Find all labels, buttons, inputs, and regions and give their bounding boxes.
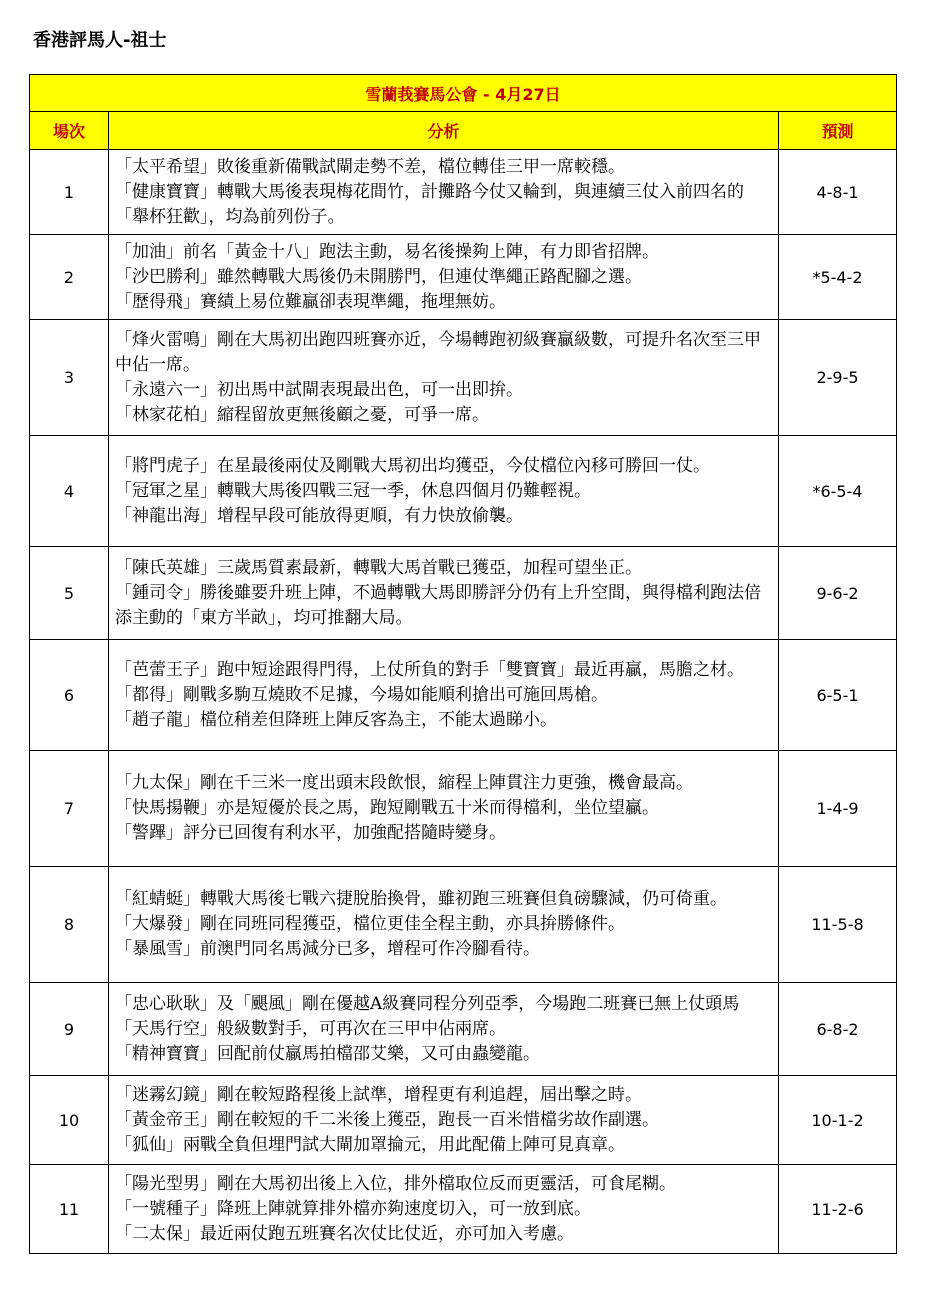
analysis-line: 「加油」前名「黃金十八」跑法主動，易名後操夠上陣，有力即省招牌。 [115, 241, 659, 262]
analysis-cell [109, 640, 779, 751]
prediction: 11-5-8 [779, 867, 897, 983]
prediction: 1-4-9 [779, 751, 897, 867]
table-row [30, 547, 897, 640]
race-number: 4 [30, 436, 109, 547]
analysis-cell [109, 320, 779, 436]
analysis-line: 「一號種子」降班上陣就算排外檔亦夠速度切入，可一放到底。 [115, 1198, 591, 1219]
analysis-cell [109, 867, 779, 983]
analysis-line: 「紅蜻蜓」轉戰大馬後七戰六捷脫胎換骨，雖初跑三班賽但負磅驟減，仍可倚重。 [115, 889, 727, 909]
race-number: 9 [30, 983, 109, 1076]
analysis-line: 「芭蕾王子」跑中短途跟得門得，上仗所負的對手「雙寶寶」最近再贏，馬膽之材。 [115, 659, 744, 680]
race-number: 3 [30, 320, 109, 436]
header-analysis: 分析 [109, 112, 779, 150]
analysis-line: 「都得」剛戰多駒互燒敗不足據，今場如能順利搶出可施回馬槍。 [115, 684, 608, 705]
analysis-line: 「精神寶寶」回配前仗贏馬拍檔邵艾樂，又可由蟲變龍。 [115, 1043, 540, 1064]
analysis-cell [109, 751, 779, 867]
analysis-line: 「太平希望」敗後重新備戰試閘走勢不差，檔位轉佳三甲一席較穩。 [115, 156, 625, 177]
race-number: 10 [30, 1076, 109, 1165]
race-number: 2 [30, 235, 109, 320]
table-row [30, 320, 897, 436]
analysis-line: 「烽火雷鳴」剛在大馬初出跑四班賽亦近，今場轉跑初級賽贏級數，可提升名次至三甲中佔一席。 [115, 329, 761, 375]
table-banner: 雪蘭莪賽馬公會 - 4月27日 [30, 75, 897, 112]
prediction: 11-2-6 [779, 1165, 897, 1254]
table-row [30, 436, 897, 547]
analysis-line: 「迷霧幻鏡」剛在較短路程後上試準，增程更有利追趕，屆出擊之時。 [115, 1084, 642, 1105]
analysis-line: 「警蹕」評分已回復有利水平，加強配搭隨時變身。 [115, 823, 506, 843]
table-row [30, 640, 897, 751]
prediction: 10-1-2 [779, 1076, 897, 1165]
analysis-cell [109, 235, 779, 320]
analysis-cell [109, 436, 779, 547]
analysis-cell [109, 1165, 779, 1254]
analysis-line: 「陳氏英雄」三歲馬質素最新，轉戰大馬首戰已獲亞，加程可望坐正。 [115, 557, 642, 578]
analysis-line: 「狐仙」兩戰全負但埋門試大閘加罩掄元，用此配備上陣可見真章。 [115, 1134, 625, 1155]
prediction: 2-9-5 [779, 320, 897, 436]
analysis-line: 「將門虎子」在星最後兩仗及剛戰大馬初出均獲亞，今仗檔位內移可勝回一仗。 [115, 455, 710, 476]
prediction: 6-5-1 [779, 640, 897, 751]
analysis-line: 「陽光型男」剛在大馬初出後上入位，排外檔取位反而更靈活，可食尾糊。 [115, 1173, 676, 1194]
analysis-line: 「二太保」最近兩仗跑五班賽名次仗比仗近，亦可加入考慮。 [115, 1223, 574, 1244]
analysis-cell [109, 150, 779, 235]
race-number: 6 [30, 640, 109, 751]
race-number: 11 [30, 1165, 109, 1254]
analysis-cell [109, 547, 779, 640]
race-number: 8 [30, 867, 109, 983]
prediction: 6-8-2 [779, 983, 897, 1076]
table-row [30, 983, 897, 1076]
prediction: 4-8-1 [779, 150, 897, 235]
race-number: 7 [30, 751, 109, 867]
analysis-line: 「鍾司令」勝後雖要升班上陣，不過轉戰大馬即勝評分仍有上升空間，與得檔利跑法倍添主動的「東方半畝」，均可推翻大局。 [115, 582, 761, 628]
table-row [30, 1165, 897, 1254]
table-row [30, 751, 897, 867]
analysis-cell [109, 1076, 779, 1165]
analysis-line: 「歷得飛」賽績上易位難贏卻表現準繩，拖埋無妨。 [115, 291, 506, 312]
analysis-line: 「神龍出海」增程早段可能放得更順，有力快放偷襲。 [115, 505, 523, 526]
race-number: 1 [30, 150, 109, 235]
analysis-line: 「黃金帝王」剛在較短的千二米後上獲亞，跑長一百米惜檔劣故作副選。 [115, 1109, 659, 1130]
analysis-cell [109, 983, 779, 1076]
analysis-line: 「忠心耿耿」及「颶風」剛在優越A級賽同程分列亞季，今場跑二班賽已無上仗頭馬「天馬行空」般級數對手，可再次在三甲中佔兩席。 [115, 993, 740, 1039]
table-row [30, 867, 897, 983]
analysis-line: 「快馬揚鞭」亦是短優於長之馬，跑短剛戰五十米而得檔利，坐位望贏。 [115, 798, 659, 818]
prediction: 9-6-2 [779, 547, 897, 640]
analysis-line: 「健康寶寶」轉戰大馬後表現梅花間竹，計攤路今仗又輪到，與連續三仗入前四名的「舉杯狂歡」，均為前列份子。 [115, 181, 744, 227]
analysis-line: 「永遠六一」初出馬中試閘表現最出色，可一出即拚。 [115, 379, 523, 400]
prediction: *6-5-4 [779, 436, 897, 547]
analysis-line: 「沙巴勝利」雖然轉戰大馬後仍未開勝門，但連仗準繩正路配腳之選。 [115, 266, 642, 287]
analysis-line: 「趙子龍」檔位稍差但降班上陣反客為主，不能太過睇小。 [115, 709, 557, 730]
race-number: 5 [30, 547, 109, 640]
header-race: 場次 [30, 112, 109, 150]
prediction: *5-4-2 [779, 235, 897, 320]
page-title: 香港評馬人-祖士 [33, 30, 167, 51]
tips-table [29, 74, 897, 1254]
analysis-line: 「暴風雪」前澳門同名馬減分已多，增程可作冷腳看待。 [115, 939, 540, 959]
analysis-line: 「大爆發」剛在同班同程獲亞，檔位更佳全程主動，亦具拚勝條件。 [115, 914, 625, 934]
header-prediction: 預測 [779, 112, 897, 150]
analysis-line: 「林家花柏」縮程留放更無後顧之憂，可爭一席。 [115, 404, 489, 425]
table-row [30, 150, 897, 235]
analysis-line: 「冠軍之星」轉戰大馬後四戰三冠一季，休息四個月仍難輕視。 [115, 480, 591, 501]
analysis-line: 「九太保」剛在千三米一度出頭末段飲恨，縮程上陣貫注力更強，機會最高。 [115, 773, 693, 793]
table-row [30, 235, 897, 320]
table-row [30, 1076, 897, 1165]
